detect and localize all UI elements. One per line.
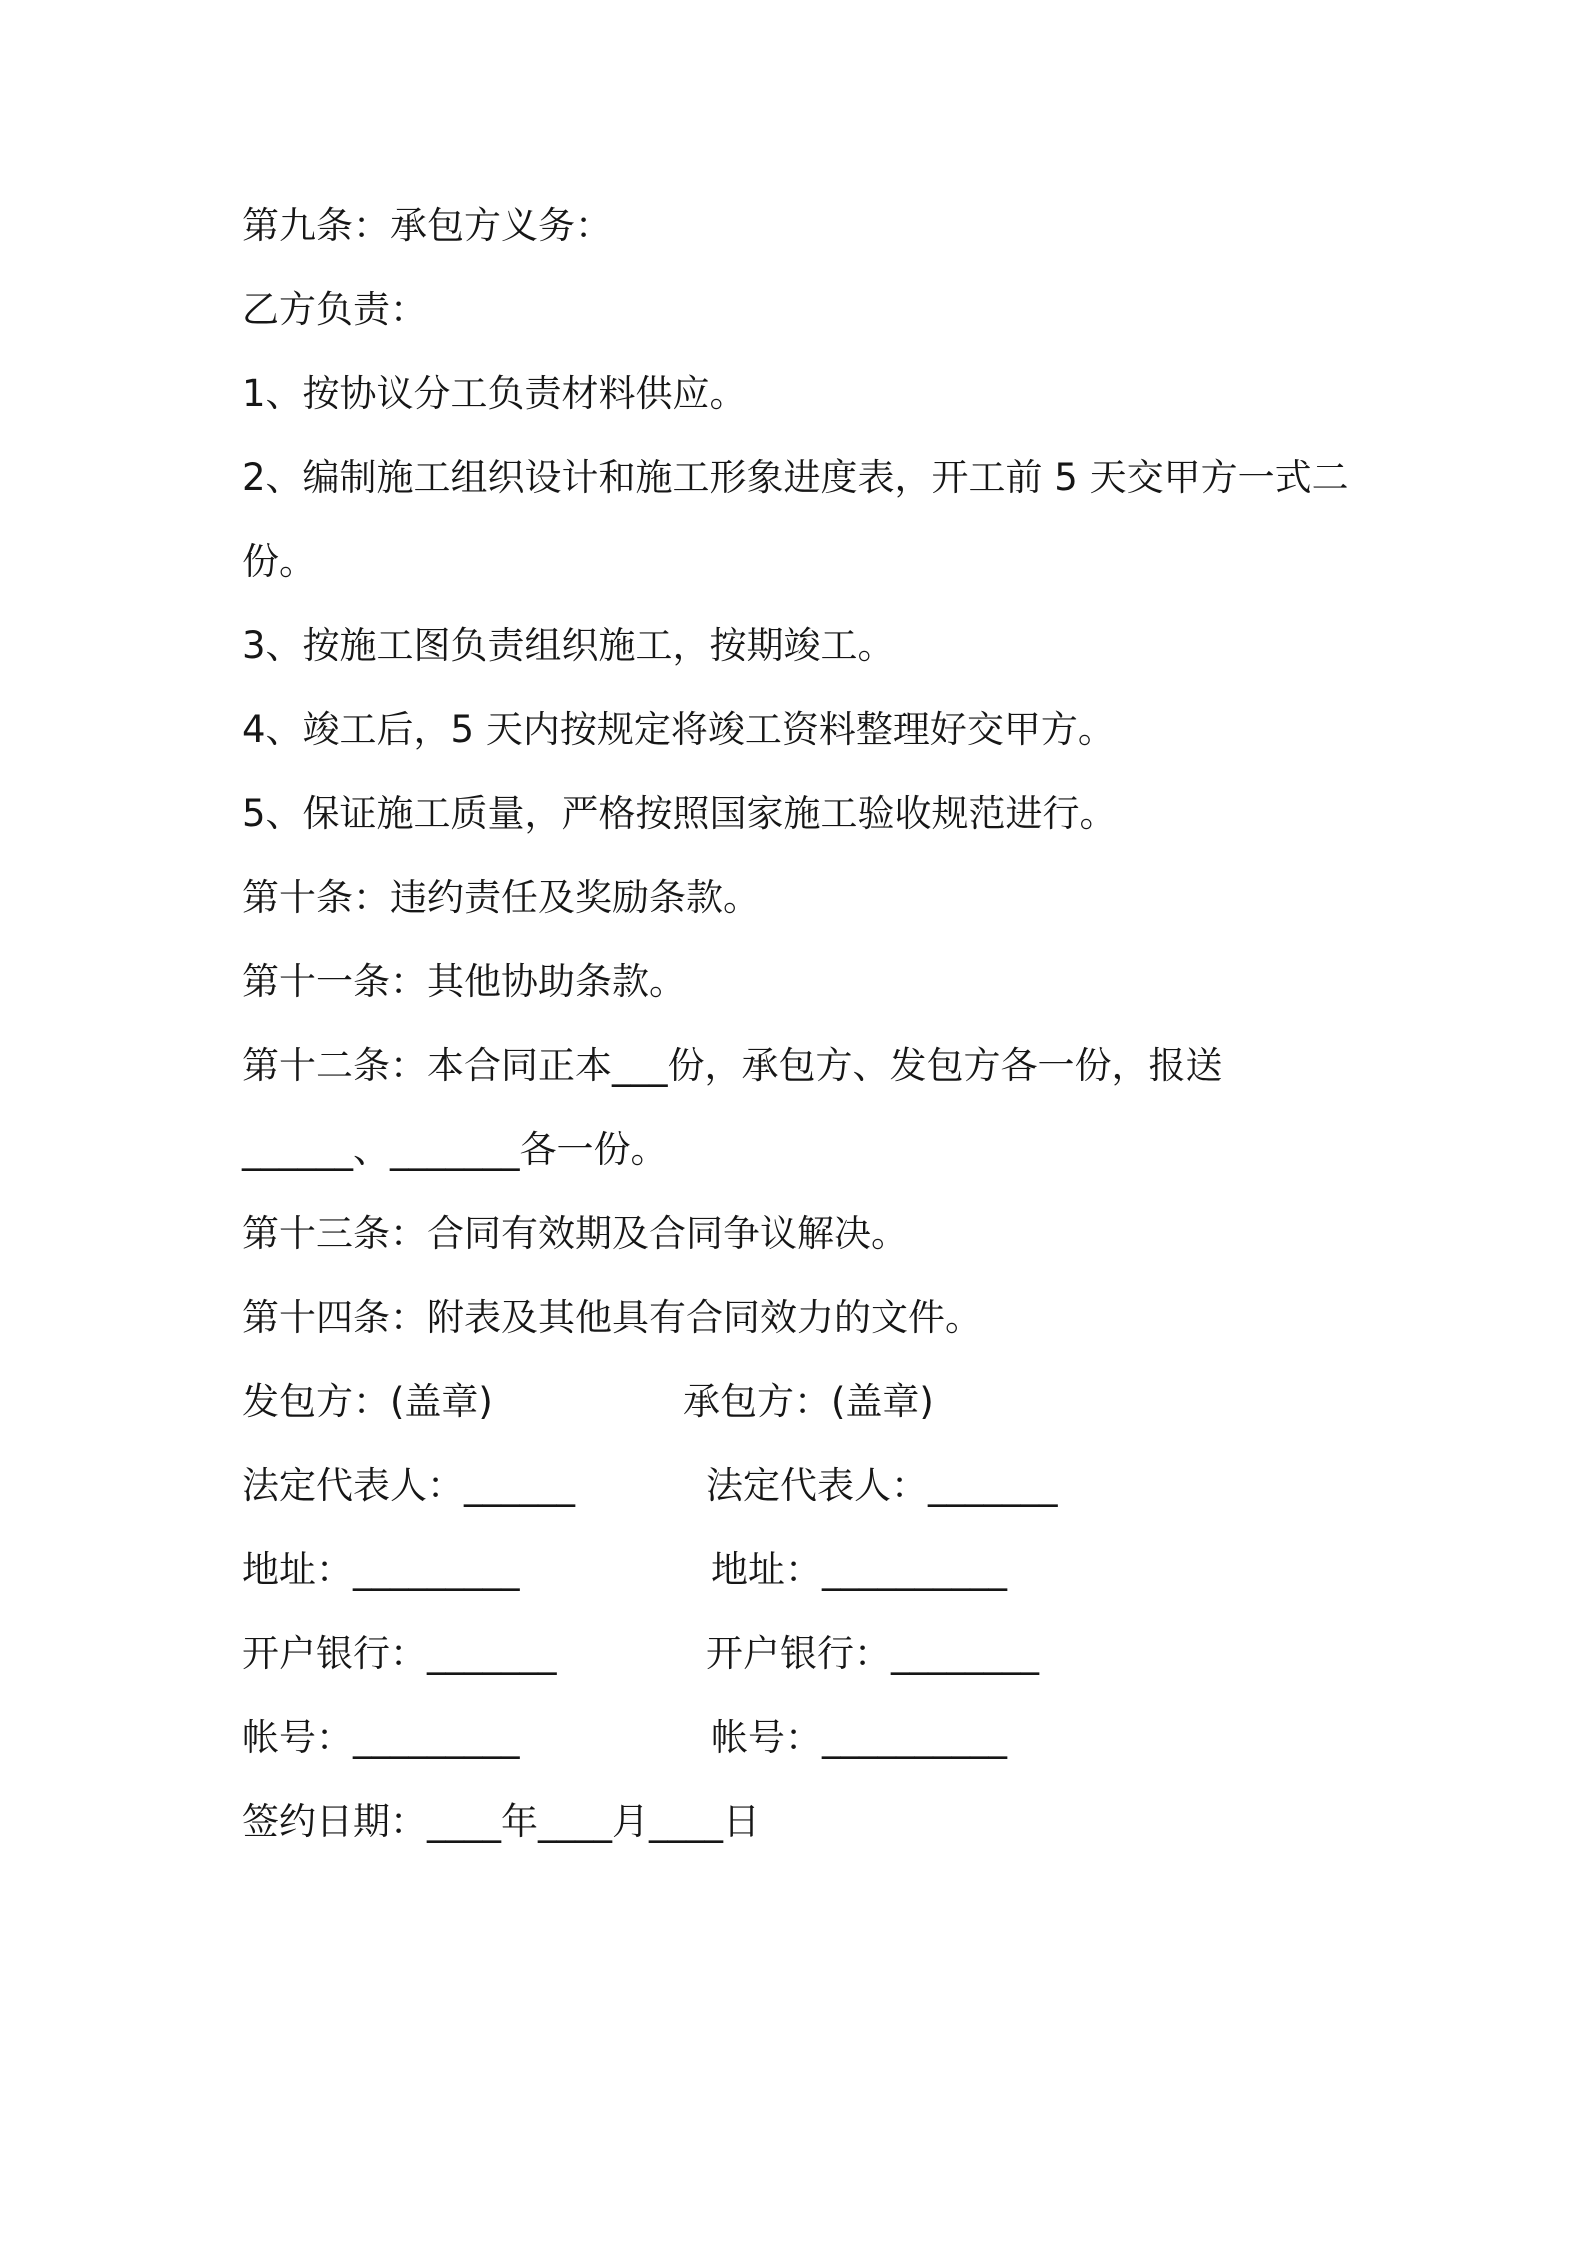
duty-item-1: 1、按协议分工负责材料供应。 xyxy=(242,372,747,415)
duty-item-2: 2、编制施工组织设计和施工形象进度表，开工前 5 天交甲方一式二 xyxy=(242,456,1349,499)
article-13: 第十三条：合同有效期及合同争议解决。 xyxy=(242,1212,908,1255)
signing-date: 签约日期：____年____月____日 xyxy=(242,1800,760,1843)
article-11: 第十一条：其他协助条款。 xyxy=(242,960,686,1003)
party-b-account: 帐号：__________ xyxy=(711,1716,1007,1759)
article-12: 第十二条：本合同正本___份，承包方、发包方各一份，报送 xyxy=(242,1044,1223,1087)
signature-account-row xyxy=(242,1696,1442,1780)
duty-item-5: 5、保证施工质量，严格按照国家施工验收规范进行。 xyxy=(242,792,1117,835)
party-b-legal-rep: 法定代表人：_______ xyxy=(706,1464,1058,1507)
signature-bank-row xyxy=(242,1612,1442,1696)
article-9-heading: 第九条：承包方义务： xyxy=(242,204,612,247)
party-b-duties-label: 乙方负责： xyxy=(242,288,427,331)
duty-item-4: 4、竣工后，5 天内按规定将竣工资料整理好交甲方。 xyxy=(242,708,1115,751)
party-b-address: 地址：__________ xyxy=(711,1548,1007,1591)
party-a-bank: 开户银行：_______ xyxy=(242,1632,557,1675)
article-14: 第十四条：附表及其他具有合同效力的文件。 xyxy=(242,1296,982,1339)
party-b-label: 承包方：(盖章) xyxy=(683,1380,934,1423)
article-12-continued: ______、_______各一份。 xyxy=(242,1128,668,1171)
signature-rep-row xyxy=(242,1444,1442,1528)
article-10: 第十条：违约责任及奖励条款。 xyxy=(242,876,760,919)
signature-party-row xyxy=(242,1360,1442,1444)
party-a-legal-rep: 法定代表人：______ xyxy=(242,1464,575,1507)
party-b-bank: 开户银行：________ xyxy=(706,1632,1039,1675)
signature-address-row xyxy=(242,1528,1442,1612)
party-a-account: 帐号：_________ xyxy=(242,1716,520,1759)
contract-body xyxy=(242,184,1442,1864)
party-a-label: 发包方：(盖章) xyxy=(242,1380,493,1423)
duty-item-3: 3、按施工图负责组织施工，按期竣工。 xyxy=(242,624,895,667)
party-a-address: 地址：_________ xyxy=(242,1548,520,1591)
duty-item-2-continued: 份。 xyxy=(242,540,316,583)
